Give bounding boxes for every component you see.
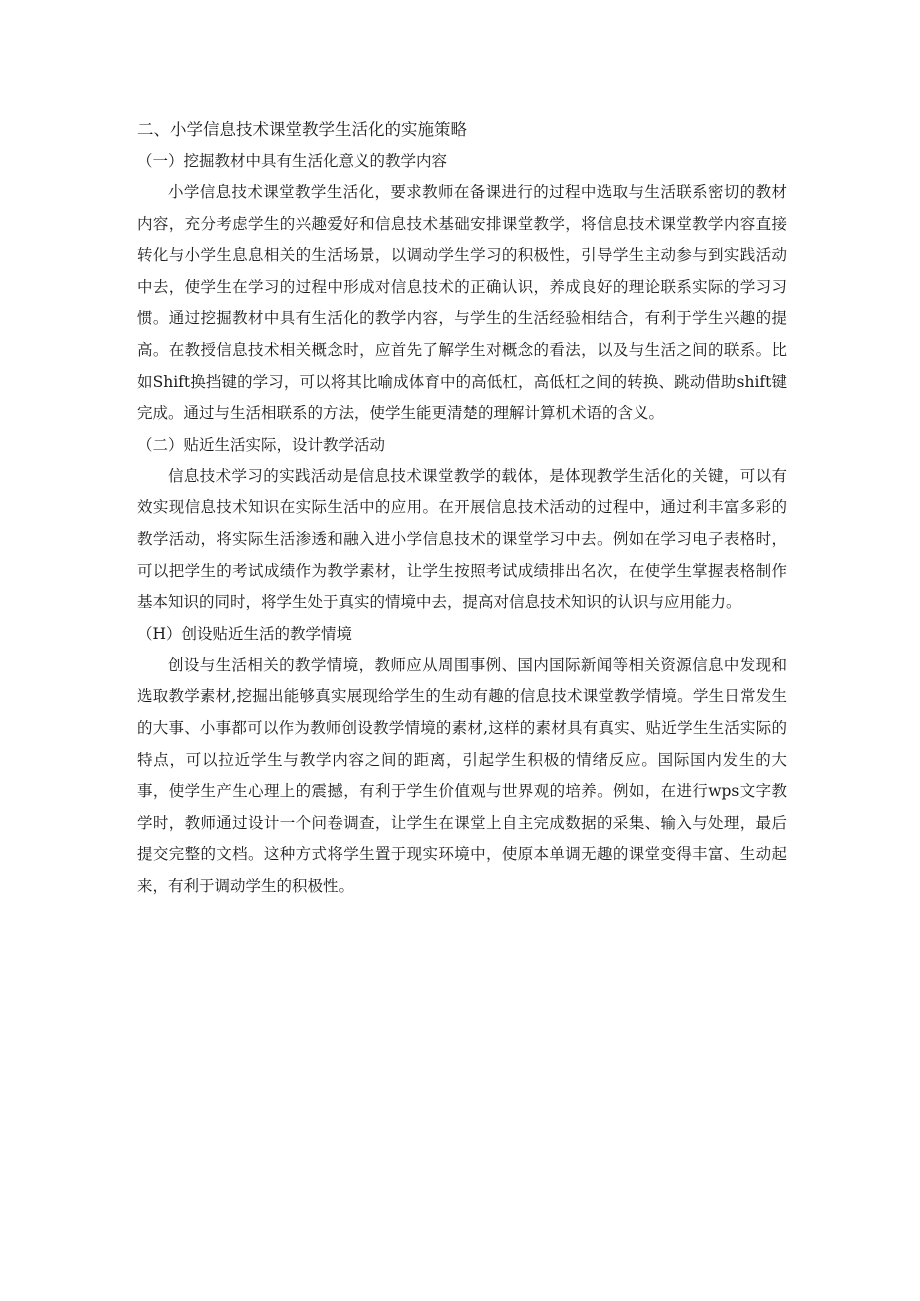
subsection-paragraph: 小学信息技术课堂教学生活化，要求教师在备课进行的过程中选取与生活联系密切的教材内容，充分考虑学生的兴趣爱好和信息技术基础安排课堂教学，将信息技术课堂教学内容直接转化与小学生息息相关的生活场景，以调动学生学习的积极性，引导学生主动参与到实践活动中去，使学生在学习的过程中形成对信息技术的正确认识，养成良好的理论联系实际的学习习惯。通过挖掘教材中具有生活化的教学内容，与学生的生活经验相结合，有利于学生兴趣的提高。在教授信息技术相关概念时，应首先了解学生对概念的看法，以及与生活之间的联系。比如Shift换挡键的学习，可以将其比喻成体育中的高低杠，高低杠之间的转换、跳动借助shift键完成。通过与生活相联系的方法，使学生能更清楚的理解计算机术语的含义。 [137, 183, 787, 423]
subsection-heading: （一）挖掘教材中具有生活化意义的教学内容 [137, 152, 448, 170]
subsection-heading: （二）贴近生活实际，设计教学活动 [137, 435, 386, 454]
subsection-paragraph: 信息技术学习的实践活动是信息技术课堂教学的载体，是体现教学生活化的关键，可以有效实现信息技术知识在实际生活中的应用。在开展信息技术活动的过程中，通过利丰富多彩的教学活动，将实际生活渗透和融入进小学信息技术的课堂学习中去。例如在学习电子表格时，可以把学生的考试成绩作为教学素材，让学生按照考试成绩排出名次，在使学生掌握表格制作基本知识的同时，将学生处于真实的情境中去，提高对信息技术知识的认识与应用能力。 [137, 466, 787, 612]
subsection-paragraph: 创设与生活相关的教学情境，教师应从周围事例、国内国际新闻等相关资源信息中发现和选取教学素材,挖掘出能够真实展现给学生的生动有趣的信息技术课堂教学情境。学生日常发生的大事、小事都可以作为教师创设教学情境的素材,这样的素材具有真实、贴近学生生活实际的特点，可以拉近学生与教学内容之间的距离，引起学生积极的情绪反应。国际国内发生的大事，使学生产生心理上的震撼，有利于学生价值观与世界观的培养。例如，在进行wps文字教学时，教师通过设计一个问卷调查，让学生在课堂上自主完成数据的采集、输入与处理，最后提交完整的文档。这种方式将学生置于现实环境中，使原本单调无趣的课堂变得丰富、生动起来，有利于调动学生的积极性。 [137, 655, 787, 895]
subsection-3 [137, 619, 787, 903]
subsection-2 [137, 430, 787, 619]
subsection-1 [137, 146, 787, 430]
document-page [137, 114, 787, 902]
section-title: 二、小学信息技术课堂教学生活化的实施策略 [137, 120, 467, 139]
subsection-heading: （H）创设贴近生活的教学情境 [137, 624, 353, 643]
